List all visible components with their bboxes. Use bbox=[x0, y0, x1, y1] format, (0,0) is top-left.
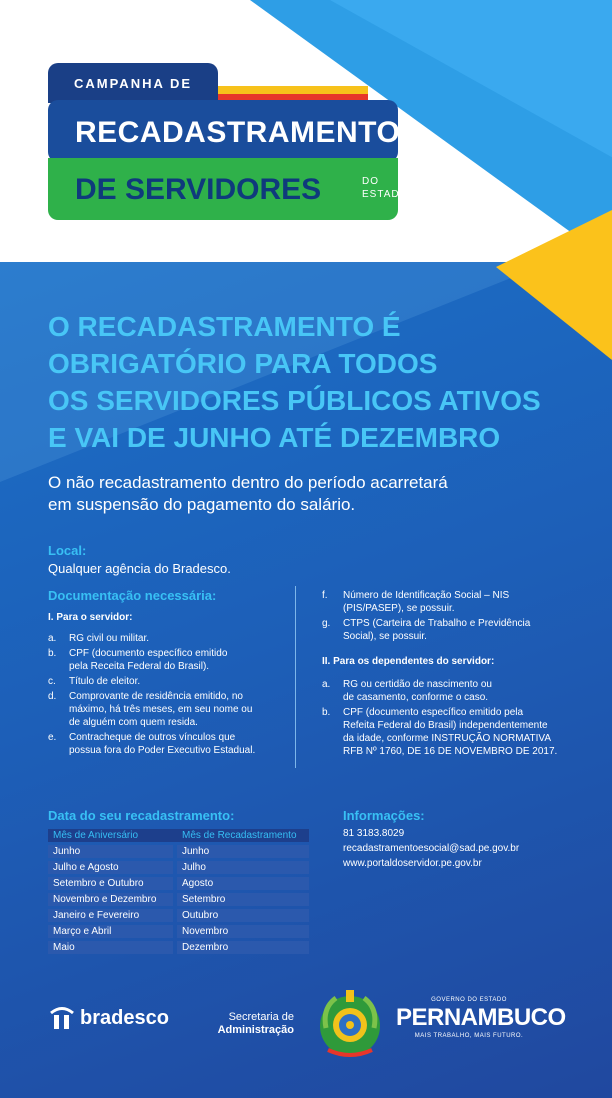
dates-title: Data do seu recadastramento: bbox=[48, 808, 235, 823]
lead-text: O não recadastramento dentro do período acarretará em suspensão do pagamento do salário. bbox=[48, 473, 448, 514]
docs-servidor-title: I. Para o servidor: bbox=[48, 612, 133, 623]
doc-item-text: CTPS (Carteira de Trabalho e Previdência Social), se possuir. bbox=[343, 618, 531, 642]
dates-header-row: Mês de Aniversário Mês de Recadastramento bbox=[48, 829, 309, 842]
badge-servidores bbox=[48, 158, 409, 220]
governo-text: GOVERNO DO ESTADO bbox=[431, 997, 507, 1003]
badge-servidores-text: DE SERVIDORES bbox=[75, 173, 322, 206]
doc-item-text: CPF (documento específico emitido pela Refeita Federal do Brasil) independentemente da idade, conforme INSTRUÇÃO NORMATIVA RFB Nº 1760, DE 16 DE NOVEMBRO DE 2017. bbox=[343, 707, 558, 757]
table-row: Junho Junho bbox=[48, 845, 309, 858]
docs-servidor-list-cont bbox=[322, 589, 582, 645]
pernambuco-logo bbox=[396, 997, 566, 1039]
badge-do-estado: DO ESTADO bbox=[362, 176, 409, 200]
doc-item bbox=[48, 647, 288, 673]
doc-item bbox=[322, 589, 582, 615]
doc-item-key: e. bbox=[48, 732, 57, 743]
secretaria-logo: Secretaria de Administração bbox=[217, 1011, 294, 1036]
headline-line: E VAI DE JUNHO ATÉ DEZEMBRO bbox=[48, 422, 501, 453]
headline-line: OBRIGATÓRIO PARA TODOS bbox=[48, 348, 438, 379]
docs-title: Documentação necessária: bbox=[48, 588, 217, 603]
doc-item bbox=[322, 617, 582, 643]
doc-item-text: Contracheque de outros vínculos que possua fora do Poder Executivo Estadual. bbox=[69, 732, 256, 756]
table-row: Março e Abril Novembro bbox=[48, 925, 309, 938]
local-value: Qualquer agência do Bradesco. bbox=[48, 561, 231, 576]
headline-line: O RECADASTRAMENTO É bbox=[48, 311, 401, 342]
state-seal-icon bbox=[316, 988, 384, 1060]
doc-item-key: b. bbox=[48, 648, 57, 659]
doc-item bbox=[322, 678, 582, 704]
doc-item-text: CPF (documento específico emitido pela Receita Federal do Brasil). bbox=[69, 648, 228, 672]
local-title: Local: bbox=[48, 543, 87, 558]
badge-stripe-yellow bbox=[218, 86, 368, 94]
table-row: Setembro e Outubro Agosto bbox=[48, 877, 309, 890]
dates-table bbox=[48, 826, 309, 957]
doc-item-text: Título de eleitor. bbox=[69, 676, 141, 687]
doc-item-key: a. bbox=[48, 633, 57, 644]
docs-dependentes-title: II. Para os dependentes do servidor: bbox=[322, 656, 495, 667]
pernambuco-text: PERNAMBUCO bbox=[396, 1004, 566, 1031]
docs-servidor-list bbox=[48, 632, 288, 759]
doc-item bbox=[48, 690, 288, 729]
table-row: Maio Dezembro bbox=[48, 941, 309, 954]
doc-item-text: RG civil ou militar. bbox=[69, 633, 150, 644]
doc-item bbox=[48, 731, 288, 757]
doc-item-key: f. bbox=[322, 590, 328, 601]
bradesco-icon bbox=[48, 1003, 76, 1031]
badge-campanha-text: CAMPANHA DE bbox=[74, 76, 193, 91]
info-phone: 81 3183.8029 bbox=[343, 828, 405, 839]
doc-item-text: Comprovante de residência emitido, no máximo, há três meses, em seu nome ou de alguém com quem resida. bbox=[69, 691, 253, 728]
doc-item-key: d. bbox=[48, 691, 57, 702]
doc-item bbox=[322, 706, 582, 758]
info-title: Informações: bbox=[343, 808, 425, 823]
badge-campanha bbox=[48, 63, 218, 103]
headline bbox=[48, 308, 568, 456]
column-divider bbox=[295, 586, 296, 768]
table-row: Novembro e Dezembro Setembro bbox=[48, 893, 309, 906]
doc-item-text: RG ou certidão de nascimento ou de casamento, conforme o caso. bbox=[343, 679, 492, 703]
badge-recadastramento bbox=[48, 100, 401, 162]
doc-item-key: g. bbox=[322, 618, 331, 629]
doc-item-key: b. bbox=[322, 707, 331, 718]
slogan-text: MAIS TRABALHO, MAIS FUTURO. bbox=[414, 1033, 524, 1039]
info-site[interactable]: www.portaldoservidor.pe.gov.br bbox=[343, 858, 482, 869]
badge-recadastramento-text: RECADASTRAMENTO bbox=[75, 116, 401, 149]
doc-item bbox=[48, 632, 288, 645]
docs-dependentes-list bbox=[322, 678, 582, 760]
headline-line: OS SERVIDORES PÚBLICOS ATIVOS bbox=[48, 385, 541, 416]
bradesco-text: bradesco bbox=[80, 1007, 169, 1029]
doc-item-key: c. bbox=[48, 676, 56, 687]
info-email[interactable]: recadastramentoesocial@sad.pe.gov.br bbox=[343, 843, 520, 854]
doc-item-key: a. bbox=[322, 679, 331, 690]
table-row: Janeiro e Fevereiro Outubro bbox=[48, 909, 309, 922]
bradesco-logo bbox=[48, 1002, 178, 1032]
table-row: Julho e Agosto Julho bbox=[48, 861, 309, 874]
doc-item bbox=[48, 675, 288, 688]
doc-item-text: Número de Identificação Social – NIS (PIS/PASEP), se possuir. bbox=[343, 590, 510, 614]
